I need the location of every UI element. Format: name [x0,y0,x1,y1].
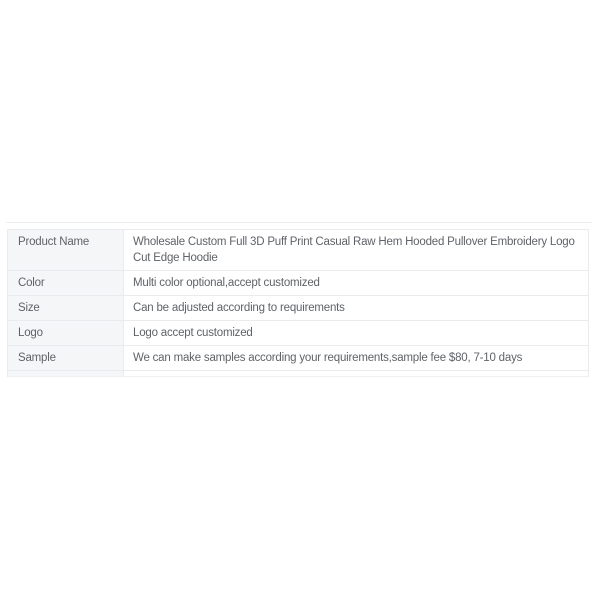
row-label-sample: Sample [8,346,124,370]
table-row-sample [8,346,588,371]
row-value-size: Can be adjusted according to requirements [124,296,588,320]
row-value-color: Multi color optional,accept customized [124,271,588,295]
row-label-size: Size [8,296,124,320]
row-label-logo: Logo [8,321,124,345]
partial-row-value-cell [124,371,588,376]
row-value-logo: Logo accept customized [124,321,588,345]
table-row-logo [8,321,588,346]
table-row-color [8,271,588,296]
row-label-color: Color [8,271,124,295]
row-value-product-name: Wholesale Custom Full 3D Puff Print Casual Raw Hem Hooded Pullover Embroidery Logo Cut Edge Hoodie [124,230,588,270]
table-row-product-name [8,230,588,271]
divider-above-table [6,222,592,223]
row-value-sample: We can make samples according your requirements,sample fee $80, 7-10 days [124,346,588,370]
table-row-size [8,296,588,321]
table-row-partial-clipped [8,371,588,377]
row-label-product-name: Product Name [8,230,124,270]
product-spec-table [7,229,589,377]
partial-row-label-cell [8,371,124,376]
